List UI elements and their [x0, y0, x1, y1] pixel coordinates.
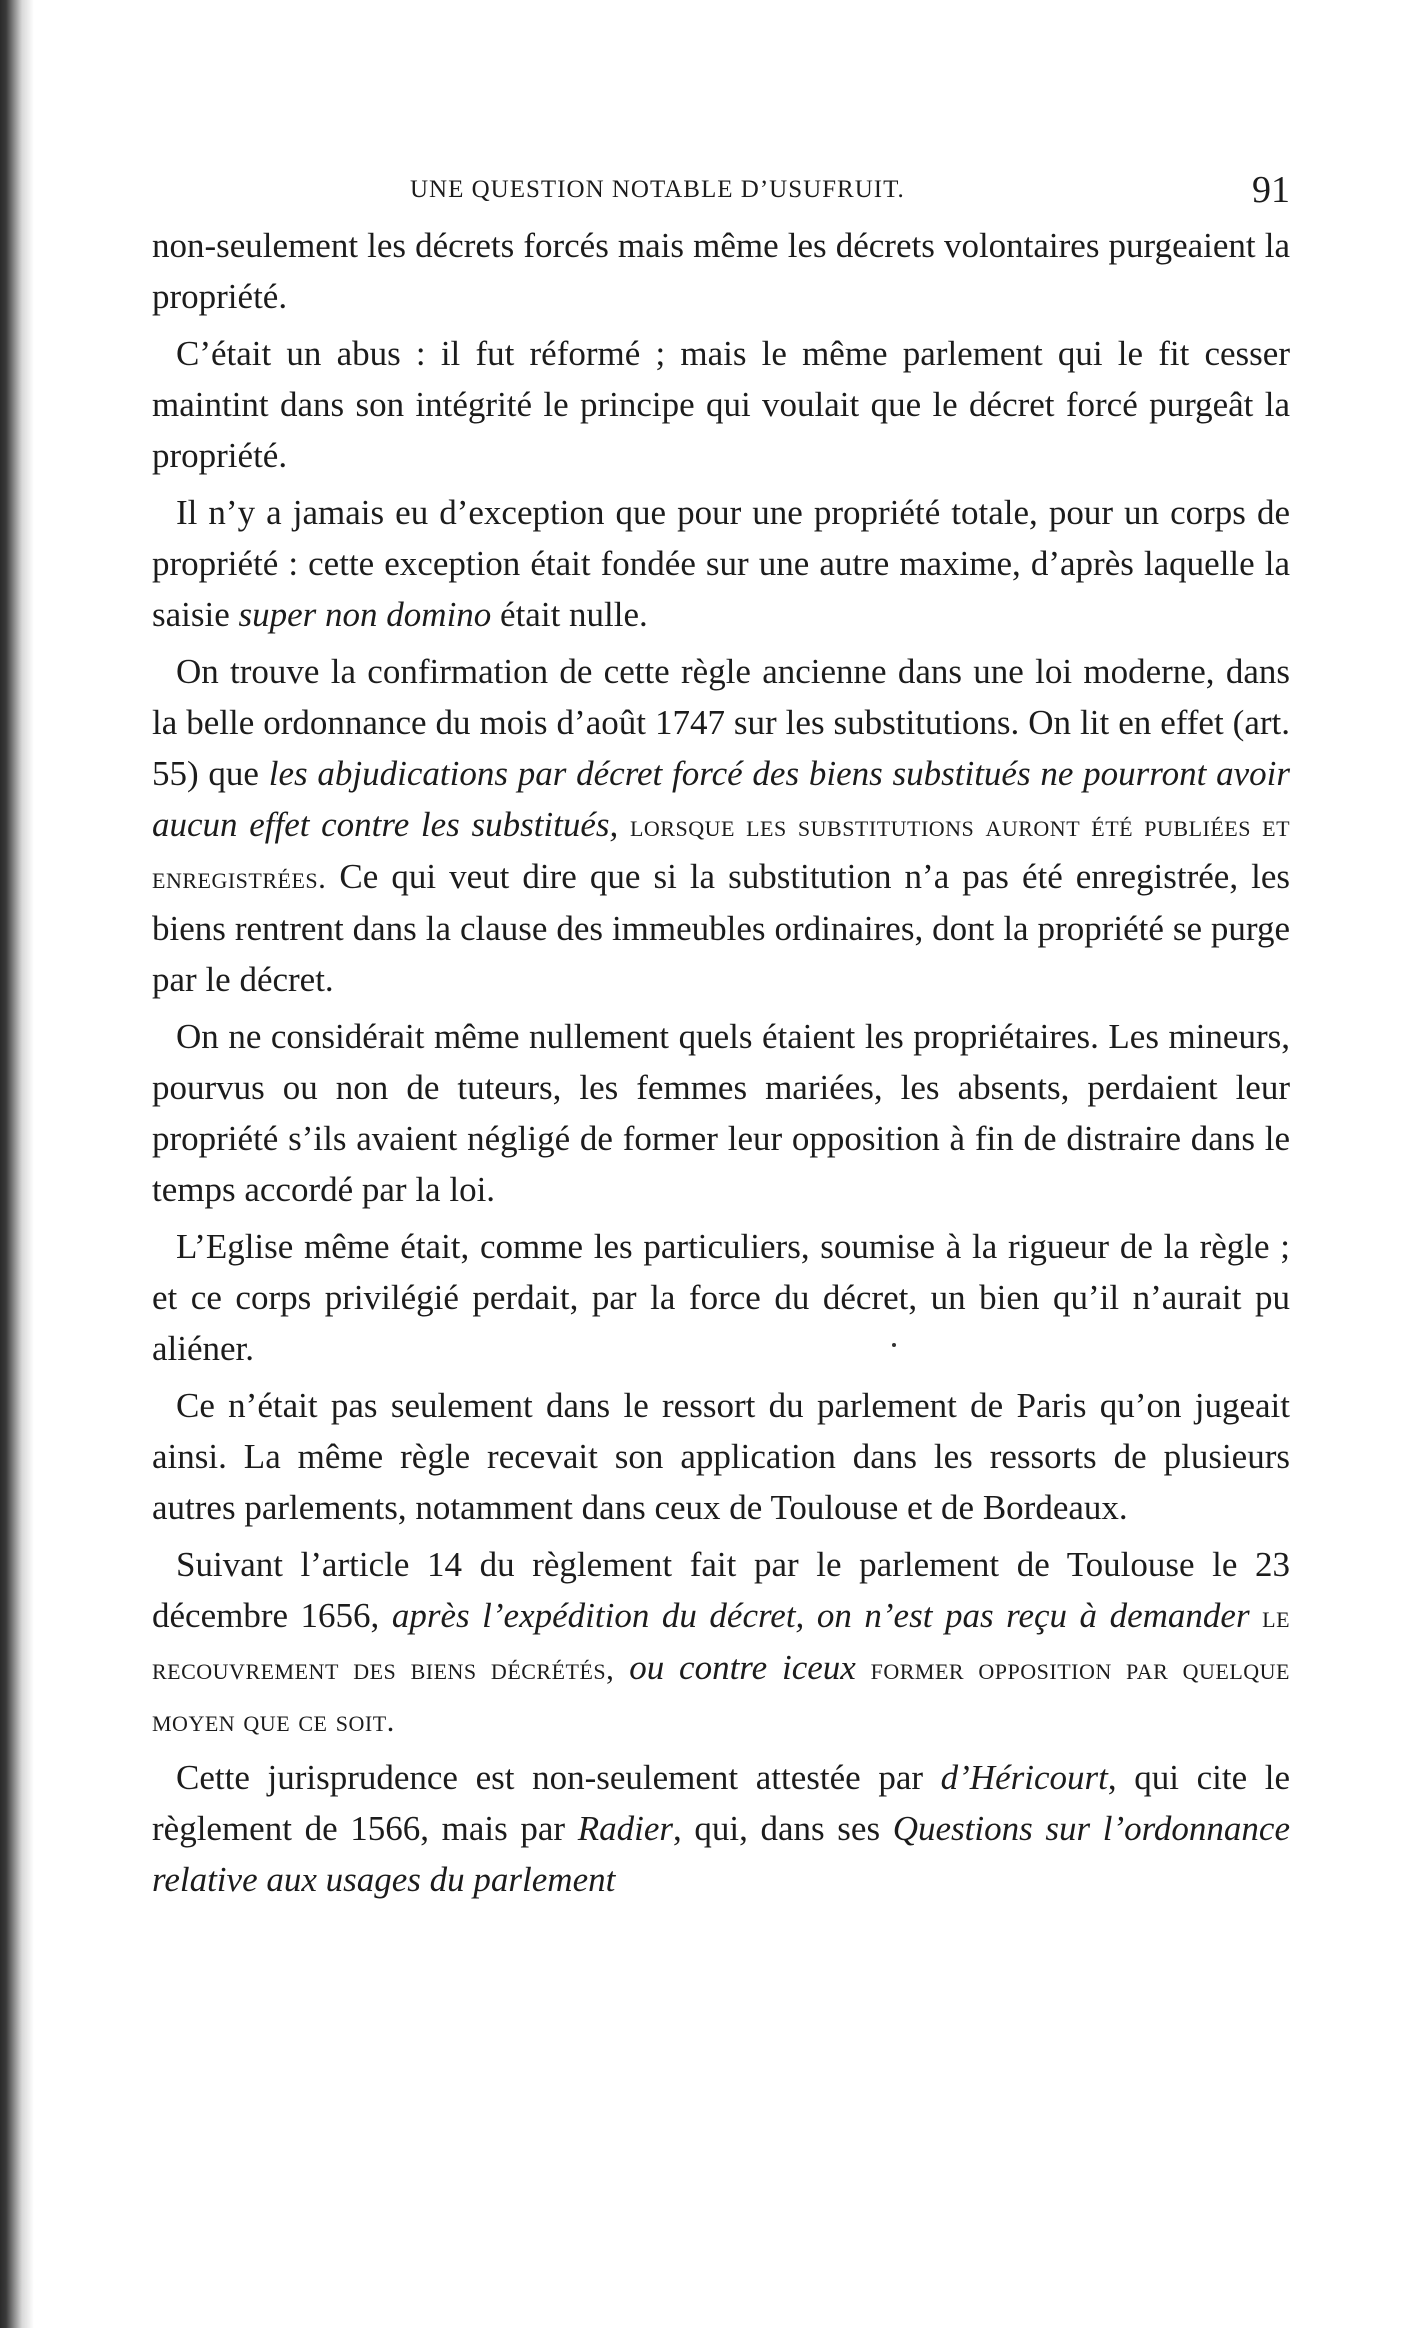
book-page [152, 168, 1290, 1911]
text-run [1250, 1596, 1263, 1635]
print-speck [892, 1343, 896, 1347]
text-run [856, 1648, 871, 1687]
text-run: Cette jurisprudence est non-seulement attestée par [176, 1758, 941, 1797]
smallcaps-text-run: former opposition par quelque moyen que ce soit. [152, 1651, 1290, 1738]
paragraph [152, 1752, 1290, 1905]
italic-text-run: après l’expédition du décret, on n’est pas reçu à demander [391, 1596, 1250, 1635]
paragraph [152, 1380, 1290, 1533]
paragraph [152, 646, 1290, 1005]
text-run: C’était un abus : il fut réformé ; mais le même parlement qui le fit cesser maintint dans son intégrité le principe qui voulait que le décret forcé purgeât la propriété. [152, 334, 1290, 475]
italic-text-run: les abjudications par décret forcé des biens substitués ne pourront avoir aucun effet contre les substitués, [152, 754, 1290, 844]
text-run [614, 1648, 629, 1687]
text-run: non-seulement les décrets forcés mais même les décrets volontaires purgeaient la propriété. [152, 226, 1290, 316]
text-run: , qui cite le règlement de 1566, mais par [152, 1758, 1290, 1848]
text-run: Ce n’était pas seulement dans le ressort du parlement de Paris qu’on jugeait ainsi. La même règle recevait son application dans les ressorts de plusieurs autres parlements, notamment dans ceux de Toulouse et de Bordeaux. [152, 1386, 1290, 1527]
running-head [152, 168, 1290, 220]
paragraph [152, 487, 1290, 640]
italic-text-run: Questions sur l’ordonnance relative aux usages du parlement [152, 1809, 1290, 1899]
text-run [618, 805, 630, 844]
paragraph [152, 220, 1290, 322]
italic-text-run: super non domino [238, 595, 492, 634]
italic-text-run: ou contre iceux [629, 1648, 856, 1687]
body-text [152, 220, 1290, 1905]
text-run: Ce qui veut dire que si la substitution n’a pas été enregistrée, les biens rentrent dans la clause des immeubles ordinaires, dont la propriété se purge par le décret. [152, 857, 1290, 999]
text-run: On ne considérait même nullement quels étaient les propriétaires. Les mineurs, pourvus ou non de tuteurs, les femmes mariées, les absents, perdaient leur propriété s’ils avaient négligé de former leur opposition à fin de distraire dans le temps accordé par la loi. [152, 1017, 1290, 1209]
italic-text-run: d’Héricourt [940, 1758, 1108, 1797]
smallcaps-text-run: lorsque les substitutions auront été publiées et enregistrées. [152, 808, 1291, 895]
italic-text-run: Radier [577, 1809, 673, 1848]
page-number: 91 [1252, 169, 1290, 211]
paragraph [152, 328, 1290, 481]
smallcaps-text-run: le recouvrement des biens décrétés, [152, 1599, 1291, 1686]
book-binding-edge [0, 0, 34, 2328]
text-run: Il n’y a jamais eu d’exception que pour une propriété totale, pour un corps de propriété : cette exception était fondée sur une autre maxime, d’après laquelle la saisie [152, 493, 1290, 634]
running-title: UNE QUESTION NOTABLE D’USUFRUIT. [410, 176, 905, 203]
text-run: , qui, dans ses [672, 1809, 893, 1848]
text-run: Suivant l’article 14 du règlement fait par le parlement de Toulouse le 23 décembre 1656, [152, 1545, 1290, 1635]
paragraph [152, 1539, 1290, 1746]
paragraph [152, 1221, 1290, 1374]
text-run: L’Eglise même était, comme les particuliers, soumise à la rigueur de la règle ; et ce corps privilégié perdait, par la force du décret, un bien qu’il n’aurait pu aliéner. [152, 1227, 1290, 1368]
paragraph [152, 1011, 1290, 1215]
text-run: On trouve la confirmation de cette règle ancienne dans une loi moderne, dans la belle ordonnance du mois d’août 1747 sur les substitutions. On lit en effet (art. 55) que [152, 652, 1290, 793]
text-run: était nulle. [491, 595, 648, 634]
